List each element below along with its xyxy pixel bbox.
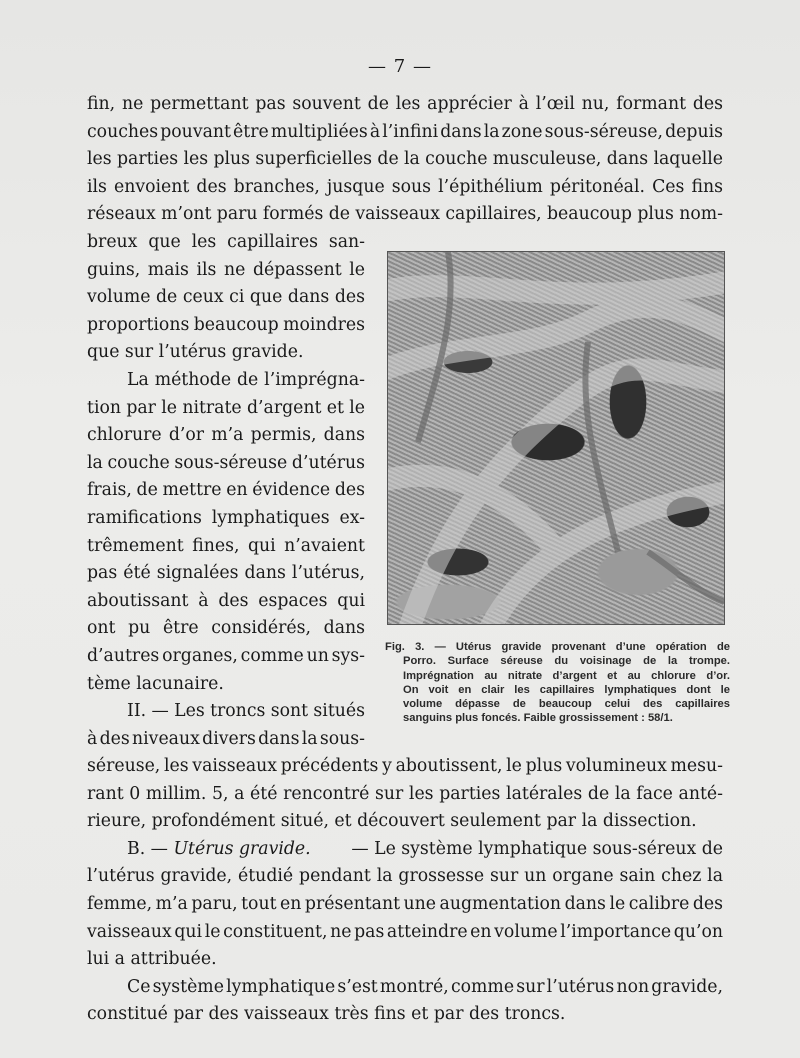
caption-line: sanguins plus foncés. Faible grossissement : 58/1. bbox=[403, 712, 673, 725]
section-b-first-line: — Le système lymphatique sous-séreux de bbox=[351, 838, 723, 859]
caption-line: On voit en clair les capillaires lymphatiques dont le bbox=[403, 683, 730, 696]
text-line: tion par le nitrate d’argent et le bbox=[87, 397, 365, 418]
paragraph-wrapped-column bbox=[87, 229, 365, 753]
text-line: La méthode de l’imprégna- bbox=[127, 369, 365, 390]
text-line: ils envoient des branches, jusque sous l’épithélium péritonéal. Ces fins bbox=[87, 176, 723, 197]
text-line: rant 0 millim. 5, a été rencontré sur les parties latérales de la face anté- bbox=[87, 783, 723, 804]
text-line: la couche sous-séreuse d’utérus bbox=[87, 452, 365, 473]
text-line: pas été signalées dans l’utérus, bbox=[87, 563, 365, 584]
caption-line: Fig. 3. — Utérus gravide provenant d’une opération de bbox=[385, 641, 730, 653]
section-b-label: B. — bbox=[127, 838, 168, 859]
text-line: breux que les capillaires san- bbox=[87, 232, 365, 252]
page-number: — 7 — bbox=[368, 56, 432, 77]
figure-caption bbox=[385, 640, 730, 726]
text-line: d’autres organes, comme un sys- bbox=[87, 645, 365, 666]
text-line: guins, mais ils ne dépassent le bbox=[87, 259, 365, 280]
text-line: séreuse, les vaisseaux précédents y aboutissent, le plus volumineux mesu- bbox=[87, 756, 723, 776]
section-b-heading-line bbox=[87, 836, 723, 864]
paragraph-bottom bbox=[87, 753, 723, 1029]
text-line: rieure, profondément situé, et découvert seulement par la dissection. bbox=[87, 811, 697, 832]
text-line: tème lacunaire. bbox=[87, 673, 224, 694]
text-line: vaisseaux qui le constituent, ne pas atteindre en volume l’importance qu’on bbox=[87, 921, 723, 942]
text-line: les parties les plus superficielles de la couche musculeuse, dans laquelle bbox=[87, 149, 723, 170]
text-line: réseaux m’ont paru formés de vaisseaux capillaires, beaucoup plus nom- bbox=[87, 204, 723, 225]
text-line: II. — Les troncs sont situés bbox=[127, 701, 365, 722]
text-line: trêmement fines, qui n’avaient bbox=[87, 535, 365, 556]
text-line: volume de ceux ci que dans des bbox=[87, 287, 365, 308]
caption-line: volume dépasse de beaucoup celui des capillaires bbox=[403, 698, 730, 711]
text-line: couches pouvant être multipliées à l’infini dans la zone sous-séreuse, depuis bbox=[87, 121, 723, 142]
section-b-title: Utérus gravide. bbox=[173, 838, 311, 859]
text-line: que sur l’utérus gravide. bbox=[87, 342, 304, 363]
caption-line: Imprégnation au nitrate d’argent et au chlorure d’or. bbox=[403, 669, 730, 682]
text-line: ont pu être considérés, dans bbox=[87, 618, 365, 639]
text-line: l’utérus gravide, étudié pendant la grossesse sur un organe sain chez la bbox=[87, 866, 723, 887]
text-line: chlorure d’or m’a permis, dans bbox=[87, 425, 365, 446]
text-line: ramifications lymphatiques ex- bbox=[87, 507, 365, 528]
text-line: Ce système lymphatique s’est montré, comme sur l’utérus non gravide, bbox=[127, 976, 723, 997]
text-line: à des niveaux divers dans la sous- bbox=[87, 728, 365, 749]
text-line: fin, ne permettant pas souvent de les apprécier à l’œil nu, formant des bbox=[87, 94, 723, 114]
text-line: lui a attribuée. bbox=[87, 949, 217, 970]
figure-illustration bbox=[387, 251, 725, 625]
text-line: femme, m’a paru, tout en présentant une augmentation dans le calibre des bbox=[87, 893, 723, 914]
paragraph-top bbox=[87, 91, 723, 229]
caption-line: Porro. Surface séreuse du voisinage de la trompe. bbox=[403, 655, 730, 668]
text-line: constitué par des vaisseaux très fins et par des troncs. bbox=[87, 1004, 566, 1025]
text-line: aboutissant à des espaces qui bbox=[87, 590, 365, 611]
lymphatic-network-engraving bbox=[388, 252, 724, 624]
text-line: frais, de mettre en évidence des bbox=[87, 480, 365, 501]
text-line: proportions beaucoup moindres bbox=[87, 314, 365, 335]
